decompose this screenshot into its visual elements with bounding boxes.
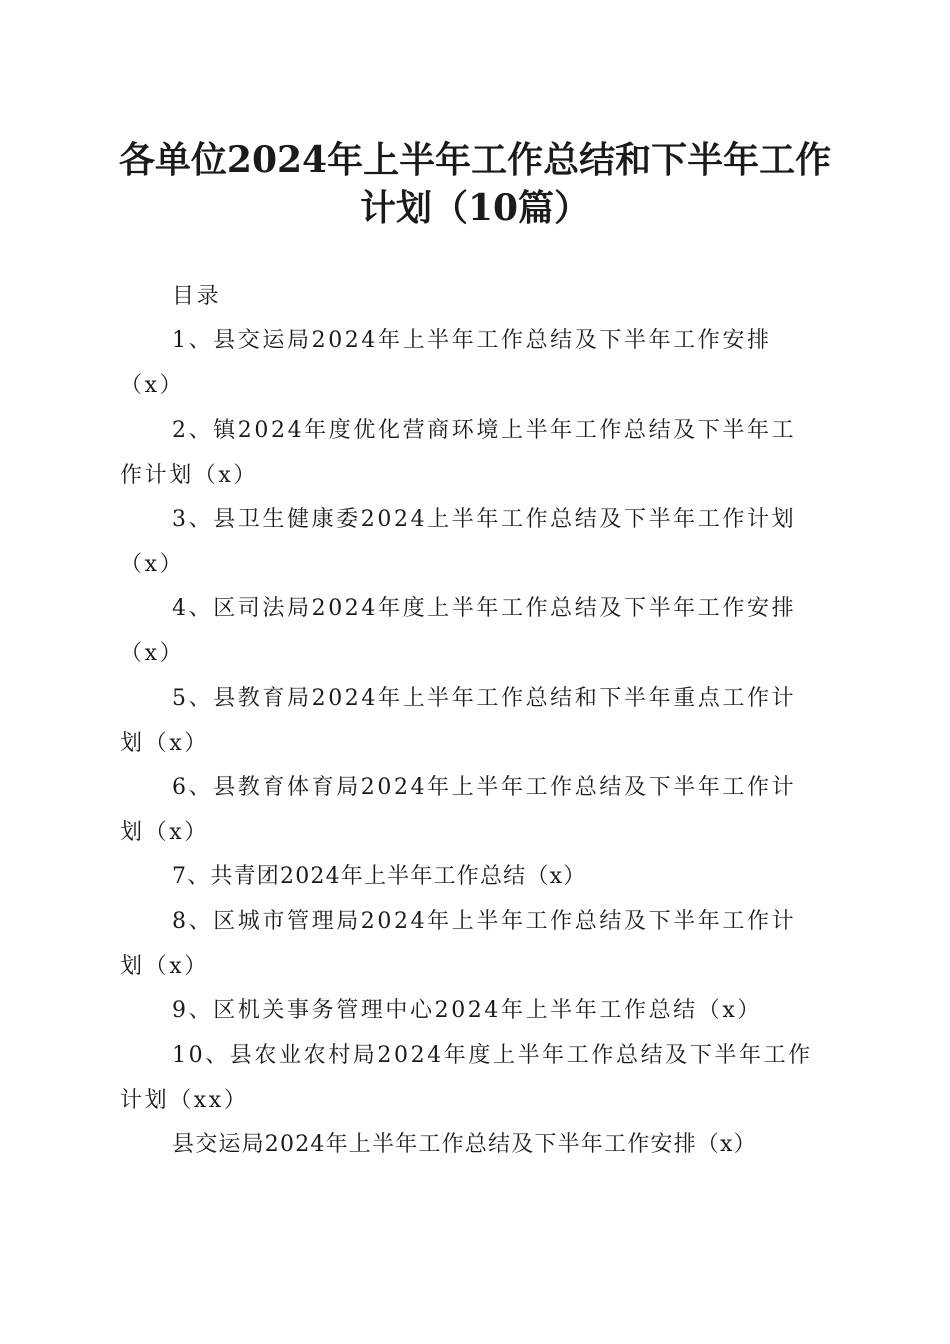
- toc-item-10: 10、县农业农村局2024年度上半年工作总结及下半年工作: [172, 1043, 813, 1068]
- toc-item-3: 3、县卫生健康委2024上半年工作总结及下半年工作计划: [172, 507, 797, 532]
- toc-item-8-cont: 划（x）: [120, 954, 209, 979]
- toc-item-1-cont: （x）: [120, 373, 185, 398]
- toc-item-4-cont: （x）: [120, 641, 185, 666]
- toc-item-3-cont: （x）: [120, 552, 185, 577]
- toc-item-2-cont: 作计划（x）: [120, 463, 259, 488]
- toc-item-6: 6、县教育体育局2024年上半年工作总结及下半年工作计: [172, 775, 797, 800]
- toc-item-2: 2、镇2024年度优化营商环境上半年工作总结及下半年工: [172, 418, 797, 443]
- document-title-line1: 各单位2024年上半年工作总结和下半年工作: [118, 139, 832, 181]
- section-heading: 县交运局2024年上半年工作总结及下半年工作安排（x）: [172, 1132, 757, 1157]
- toc-item-6-cont: 划（x）: [120, 820, 209, 845]
- toc-item-10-cont: 计划（xx）: [120, 1088, 249, 1113]
- toc-item-1: 1、县交运局2024年上半年工作总结及下半年工作安排: [172, 328, 772, 353]
- toc-item-8: 8、区城市管理局2024年上半年工作总结及下半年工作计: [172, 909, 797, 934]
- document-title-line2: 计划（10篇）: [359, 187, 591, 229]
- toc-item-5: 5、县教育局2024年上半年工作总结和下半年重点工作计: [172, 686, 797, 711]
- toc-item-9: 9、区机关事务管理中心2024年上半年工作总结（x）: [172, 998, 762, 1023]
- toc-item-4: 4、区司法局2024年度上半年工作总结及下半年工作安排: [172, 596, 797, 621]
- toc-heading: 目录: [172, 284, 222, 309]
- toc-item-5-cont: 划（x）: [120, 731, 209, 756]
- toc-item-7: 7、共青团2024年上半年工作总结（x）: [172, 864, 587, 889]
